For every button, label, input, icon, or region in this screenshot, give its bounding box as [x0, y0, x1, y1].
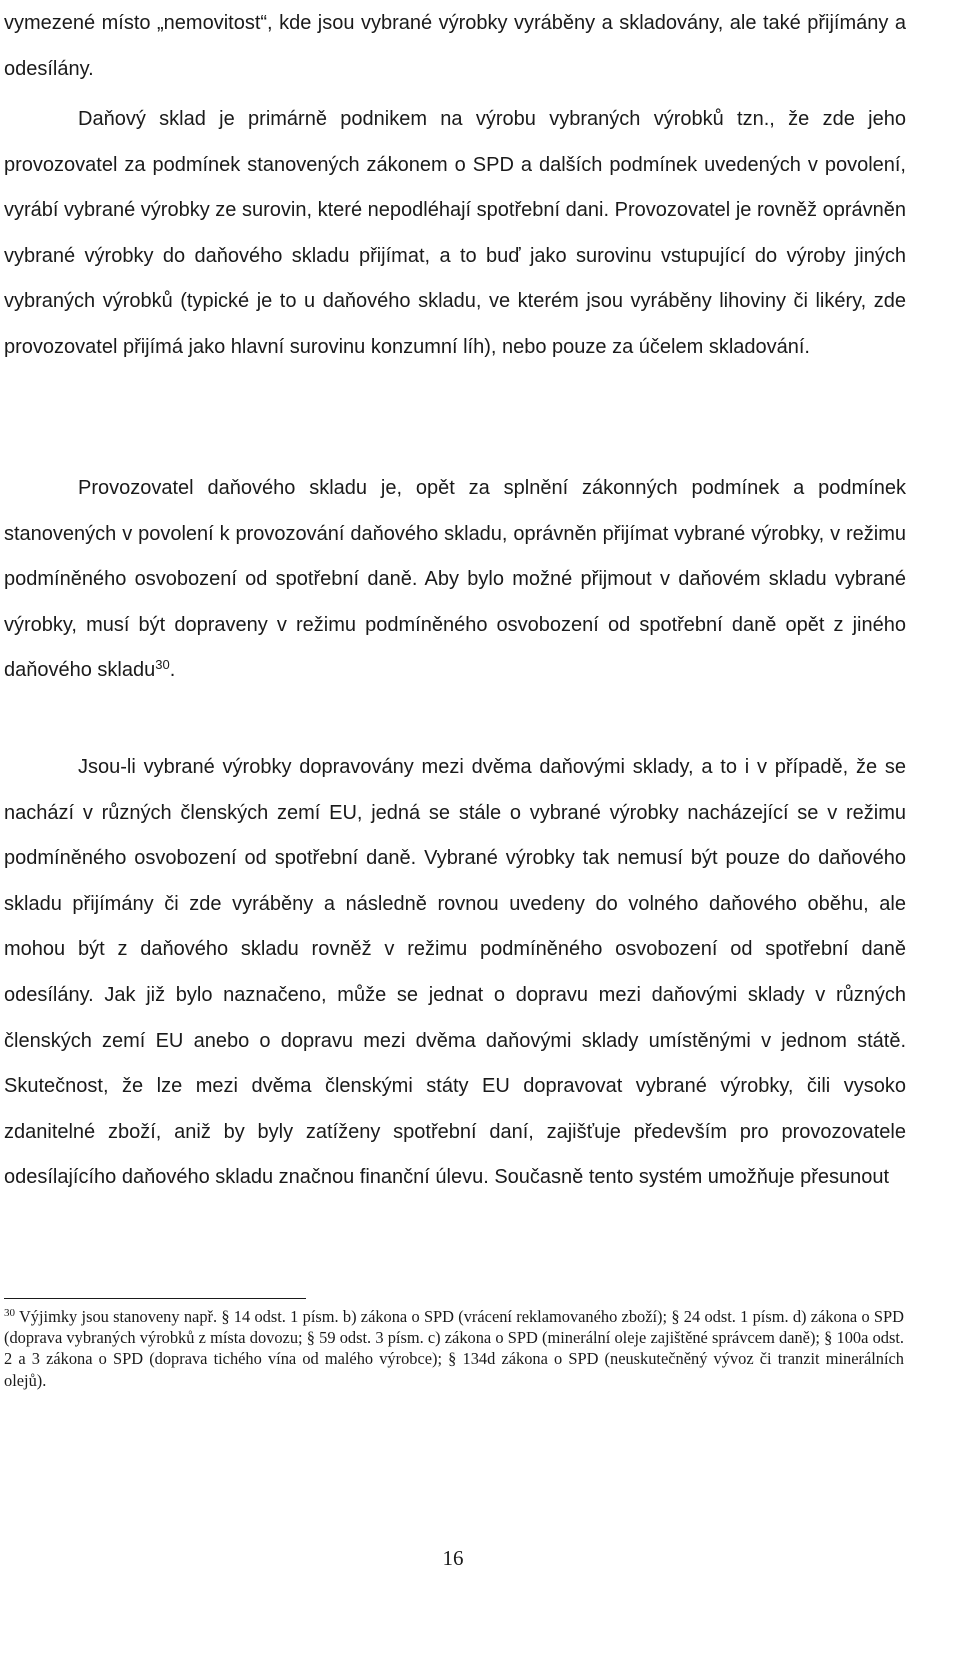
footnote-number: 30: [4, 1307, 15, 1319]
footnote-text: Výjimky jsou stanoveny např. § 14 odst. 1 písm. b) zákona o SPD (vrácení reklamovaného zboží); § 24 odst. 1 písm. d) zákona o SPD (doprava vybraných výrobků z místa dovozu; § 59 odst. 3 písm. c) zákona o SPD (minerální oleje zajištěné správcem daně); § 100a odst. 2 a 3 zákona o SPD (doprava tichého vína od malého výrobce); § 134d zákona o SPD (neuskutečněný vývoz či tranzit minerálních olejů).: [4, 1307, 904, 1390]
paragraph-tax-warehouse-production: Daňový sklad je primárně podnikem na výrobu vybraných výrobků tzn., že zde jeho provozovatel za podmínek stanovených zákonem o SPD a dalších podmínek uvedených v povolení, vyrábí vybrané výrobky ze surovin, které nepodléhají spotřební dani. Provozovatel je rovněž oprávněn vybrané výrobky do daňového skladu přijímat, a to buď jako surovinu vstupující do výroby jiných vybraných výrobků (typické je to u daňového skladu, ve kterém jsou vyráběny lihoviny či likéry, zde provozovatel přijímá jako hlavní surovinu konzumní líh), nebo pouze za účelem skladování.: [4, 108, 906, 358]
footnote-reference[interactable]: 30: [155, 657, 170, 673]
page-number: 16: [442, 1546, 464, 1570]
paragraph-text: Provozovatel daňového skladu je, opět za splnění zákonných podmínek a podmínek stanovených v povolení k provozování daňového skladu, oprávněn přijímat vybrané výrobky, v režimu podmíněného osvobození od spotřební daně. Aby bylo možné přijmout v daňovém skladu vybrané výrobky, musí být dopraveny v režimu podmíněného osvobození od spotřební daně opět z jiného daňového skladu: [4, 477, 906, 682]
paragraph-tax-warehouse-receipt: [4, 466, 906, 694]
footnote: [4, 1306, 904, 1391]
paragraph-transport-between-warehouses: Jsou-li vybrané výrobky dopravovány mezi dvěma daňovými sklady, a to i v případě, že se nachází v různých členských zemí EU, jedná se stále o vybrané výrobky nacházející se v režimu podmíněného osvobození od spotřební daně. Vybrané výrobky tak nemusí být pouze do daňového skladu přijímány či zde vyráběny a následně rovnou uvedeny do volného daňového oběhu, ale mohou být z daňového skladu rovněž v režimu podmíněného osvobození od spotřební daně odesílány. Jak již bylo naznačeno, může se jednat o dopravu mezi daňovými sklady v různých členských zemí EU anebo o dopravu mezi dvěma daňovými sklady umístěnými v jednom státě. Skutečnost, že lze mezi dvěma členskými státy EU dopravovat vybrané výrobky, čili vysoko zdanitelné zboží, aniž by byly zatíženy spotřební daní, zajišťuje především pro provozovatele odesílajícího daňového skladu značnou finanční úlevu. Současně tento systém umožňuje přesunout: [4, 756, 906, 1189]
paragraph-continuation: vymezené místo „nemovitost“, kde jsou vybrané výrobky vyráběny a skladovány, ale také přijímány a odesílány.: [4, 12, 906, 80]
paragraph-end: .: [169, 659, 176, 682]
footnote-separator: [4, 1298, 306, 1299]
